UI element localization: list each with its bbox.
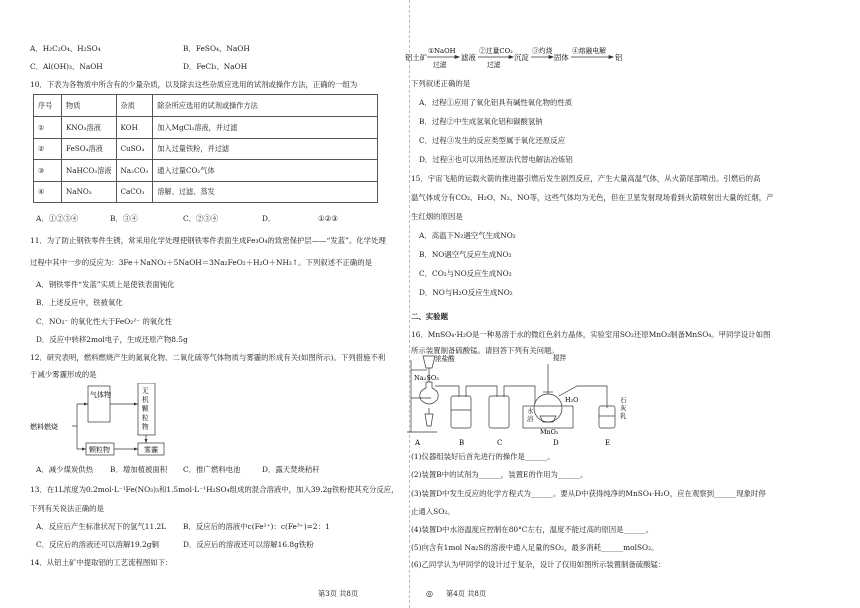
q10-option-c: C．②③④ — [183, 214, 219, 223]
question-15-line-1: 15．宇宙飞船的运载火箭的推进器引燃后发生剧烈反应，产生大量高温气体，从火箭尾部喷出。引燃后的高 — [411, 174, 761, 183]
q15-option-c: C．CO₂与NO反应生成NO₂ — [419, 269, 512, 278]
label-b: B — [459, 439, 465, 447]
table-row — [34, 138, 378, 160]
q11-option-a: A．钢铁零件“发蓝”实质上是使铁表面钝化 — [36, 280, 175, 289]
apparatus-diagram — [407, 352, 637, 448]
q10-option-d-value: ①②③ — [318, 214, 338, 223]
question-16-line-1: 16．MnSO₄·H₂O是一种易溶于水的微红色斜方晶体，实验室用SO₂还原MnO₂制备MnSO₄。甲同学设计如图 — [411, 330, 771, 339]
stirrer-label: 搅拌 — [553, 354, 567, 362]
q14-option-d: D．过程④也可以用热还原法代替电解法冶炼铝 — [419, 155, 573, 164]
cell-impurity: CuSO₄ — [116, 138, 153, 160]
cell-substance: NaHCO₃溶液 — [62, 160, 117, 182]
inorganic-char-4: 粒 — [142, 414, 149, 422]
q15-option-b: B．NO遇空气反应生成NO₂ — [419, 250, 512, 259]
q10-option-b: B．③④ — [110, 214, 138, 223]
haze-label: 雾霾 — [144, 446, 158, 454]
question-12-line-2: 于减少雾霾形成的是 — [30, 370, 97, 379]
arrow-to-particles — [77, 426, 86, 449]
flow-step2-reagent: ②过量CO₂ — [479, 47, 513, 55]
cell-method: 通入过量CO₂气体 — [153, 160, 378, 182]
page-footer-4: 第4页 共8页 — [446, 589, 487, 598]
q16-part-3-line-2: 止通入SO₂。 — [411, 507, 455, 516]
header-index: 序号 — [34, 95, 62, 117]
question-13-line-2: 下列有关说法正确的是 — [30, 504, 104, 513]
question-11-line-2: 过程中其中一步的反应为：3Fe＋NaNO₂＋5NaOH＝3Na₂FeO₂＋H₂O＋NH₃↑。下列叙述不正确的是 — [30, 258, 372, 267]
inorganic-char-5: 物 — [142, 423, 149, 431]
salt-label: Na₂SO₃ — [414, 374, 439, 382]
flow-step1-reagent: ①NaOH — [428, 47, 456, 55]
q15-option-d: D．NO与H₂O反应生成NO₂ — [419, 288, 513, 297]
section-heading: 二、实验题 — [411, 312, 448, 321]
lime-char-1: 石 — [620, 396, 627, 404]
q12-option-d: D．露天焚烧秸秆 — [262, 465, 320, 474]
lime-char-2: 灰 — [620, 404, 627, 412]
q15-option-a: A．高温下N₂遇空气生成NO₂ — [419, 231, 516, 240]
flow-step1-op: 过滤 — [433, 61, 447, 69]
option-c: C．Al(OH)₃、NaOH — [30, 62, 103, 71]
bath-char-2: 浴 — [527, 415, 534, 423]
flow-start: 铝土矿 — [405, 53, 428, 62]
q11-option-b: B．上述反应中，铁被氧化 — [36, 298, 123, 307]
q13-option-a: A．反应后产生标准状况下的氢气11.2L — [36, 522, 167, 531]
inorganic-char-1: 无 — [142, 387, 149, 395]
q12-option-b: B．增加植被面积 — [110, 465, 168, 474]
question-15-line-3: 生红烟的原因是 — [411, 212, 463, 221]
q13-option-c: C．反应后的溶液还可以溶解19.2g铜 — [36, 540, 159, 549]
aluminum-process-flow — [405, 40, 635, 74]
table-header-row — [34, 95, 378, 117]
q14-stem: 下列叙述正确的是 — [411, 79, 471, 88]
arrow-to-gas — [72, 404, 88, 426]
flow-step3: ③灼烧 — [532, 47, 553, 55]
oxide-label: MnO₂ — [540, 428, 559, 436]
flow-step4: ④熔融电解 — [572, 47, 606, 55]
cell-substance: KNO₃溶液 — [62, 117, 117, 139]
cell-method: 加入过量铁粉，并过滤 — [153, 138, 378, 160]
table-row — [34, 181, 378, 203]
q13-option-d: D．反应后的溶液还可以溶解16.8g铁粉 — [183, 540, 314, 549]
cell-impurity: Na₂CO₃ — [116, 160, 153, 182]
cell-method: 溶解、过滤、蒸发 — [153, 181, 378, 203]
acid-label: 浓盐酸 — [435, 355, 455, 363]
q11-option-d: D．反应中转移2mol电子，生成还原产物8.5g — [36, 335, 188, 344]
header-substance: 物质 — [62, 95, 117, 117]
cell-index: ① — [34, 117, 62, 139]
q16-part-2: (2)装置B中的试剂为______，装置E的作用为______。 — [411, 470, 588, 479]
cell-impurity: CaCO₃ — [116, 181, 153, 203]
question-16-line-2: 所示装置制备硫酸锰。请回答下列有关问题。 — [411, 346, 559, 355]
binding-circle-icon: ◎ — [426, 589, 433, 598]
lime-char-3: 乳 — [620, 412, 627, 420]
header-impurity: 杂质 — [116, 95, 153, 117]
option-d: D．FeCl₃、NaOH — [183, 62, 248, 71]
flow-end: 铝 — [615, 53, 623, 62]
question-14: 14．从铝土矿中提取铝的工艺流程图如下： — [30, 558, 173, 567]
question-13-line-1: 13．在1L浓度为0.2mol·L⁻¹Fe(NO₃)₃和1.5mol·L⁻¹H₂SO₄组成的混合溶液中，加入39.2g铁粉使其充分反应， — [30, 485, 399, 494]
cell-index: ③ — [34, 160, 62, 182]
cell-substance: NaNO₃ — [62, 181, 117, 203]
question-10: 10．下表为各物质中所含有的少量杂质，以及除去这些杂质应选用的试剂或操作方法，正确的一组为 — [30, 80, 358, 89]
q16-part-1: (1)仪器组装好后首先进行的操作是______。 — [411, 452, 555, 461]
haze-formation-diagram — [30, 383, 205, 463]
q14-option-a: A．过程①应用了氧化铝具有碱性氧化物的性质 — [419, 98, 573, 107]
q10-option-d: D． — [262, 214, 276, 223]
cell-method: 加入MgCl₂溶液，并过滤 — [153, 117, 378, 139]
particles-label: 颗粒物 — [89, 446, 110, 454]
question-11-line-1: 11．为了防止钢铁零件生锈，常采用化学处理使钢铁零件表面生成Fe₃O₄的致密保护层——“发蓝”。化学处理 — [30, 236, 386, 245]
table-row — [34, 117, 378, 139]
bath-char-1: 水 — [527, 407, 534, 415]
q16-part-5: (5)向含有1mol Na₂S的溶液中通入足量的SO₂，最多消耗______molSO₂。 — [411, 543, 659, 552]
inorganic-char-2: 机 — [142, 396, 149, 404]
page-divider — [409, 0, 410, 608]
q16-part-6: (6)乙同学认为甲同学的设计过于复杂，设计了仅用如图所示装置制备硫酸锰： — [411, 560, 666, 569]
q14-option-c: C．过程③发生的反应类型属于氧化还原反应 — [419, 136, 566, 145]
cell-index: ② — [34, 138, 62, 160]
table-row — [34, 160, 378, 182]
q10-option-a: A．①②③④ — [36, 214, 79, 223]
flow-solid: 固体 — [554, 53, 569, 62]
fuel-combustion-label: 燃料燃烧 — [30, 423, 58, 431]
q11-option-c: C．NO₂⁻ 的氧化性大于FeO₂²⁻ 的氧化性 — [36, 317, 173, 326]
cell-impurity: KOH — [116, 117, 153, 139]
q14-option-b: B．过程②中生成氢氧化铝和碳酸氢钠 — [419, 117, 543, 126]
impurity-table — [33, 94, 378, 203]
q12-option-c: C．推广燃料电池 — [183, 465, 241, 474]
q12-option-a: A．减少煤炭供热 — [36, 465, 94, 474]
flow-step2-op: 过滤 — [487, 61, 501, 69]
water-label: H₂O — [565, 396, 579, 404]
flow-precipitate: 沉淀 — [514, 53, 529, 62]
flow-filtrate: 滤液 — [461, 53, 476, 62]
label-e: E — [605, 439, 611, 447]
cell-index: ④ — [34, 181, 62, 203]
question-12-line-1: 12．研究表明，燃料燃烧产生的氮氧化物、二氧化硫等气体物质与雾霾的形成有关(如图所示)。下列措施不利 — [30, 353, 386, 362]
page-footer-3: 第3页 共8页 — [318, 589, 359, 598]
inorganic-char-3: 颗 — [142, 405, 149, 413]
q16-part-4: (4)装置D中水浴温度应控制在80°C左右，温度不能过高的原因是______。 — [411, 525, 654, 534]
q16-part-3-line-1: (3)装置D中发生反应的化学方程式为______。要从D中获得纯净的MnSO₄·H₂O，应在观察到______现象时停 — [411, 489, 766, 498]
label-c: C — [497, 439, 503, 447]
header-method: 除杂所应选用的试剂或操作方法 — [153, 95, 378, 117]
label-d: D — [553, 439, 559, 447]
q13-option-b: B．反应后的溶液中c(Fe²⁺)：c(Fe³⁺)=2：1 — [183, 522, 330, 531]
question-15-line-2: 温气体成分有CO₂、H₂O、N₂、NO等，这些气体均为无色，但在卫星发射现场看到火箭喷射出大量的红烟，产 — [411, 193, 774, 202]
gas-label: 气体物 — [90, 391, 111, 399]
option-b: B．FeSO₄、NaOH — [183, 44, 250, 53]
cell-substance: FeSO₄溶液 — [62, 138, 117, 160]
option-a: A．H₂C₂O₄、H₂SO₄ — [30, 44, 101, 53]
label-a: A — [415, 439, 421, 447]
